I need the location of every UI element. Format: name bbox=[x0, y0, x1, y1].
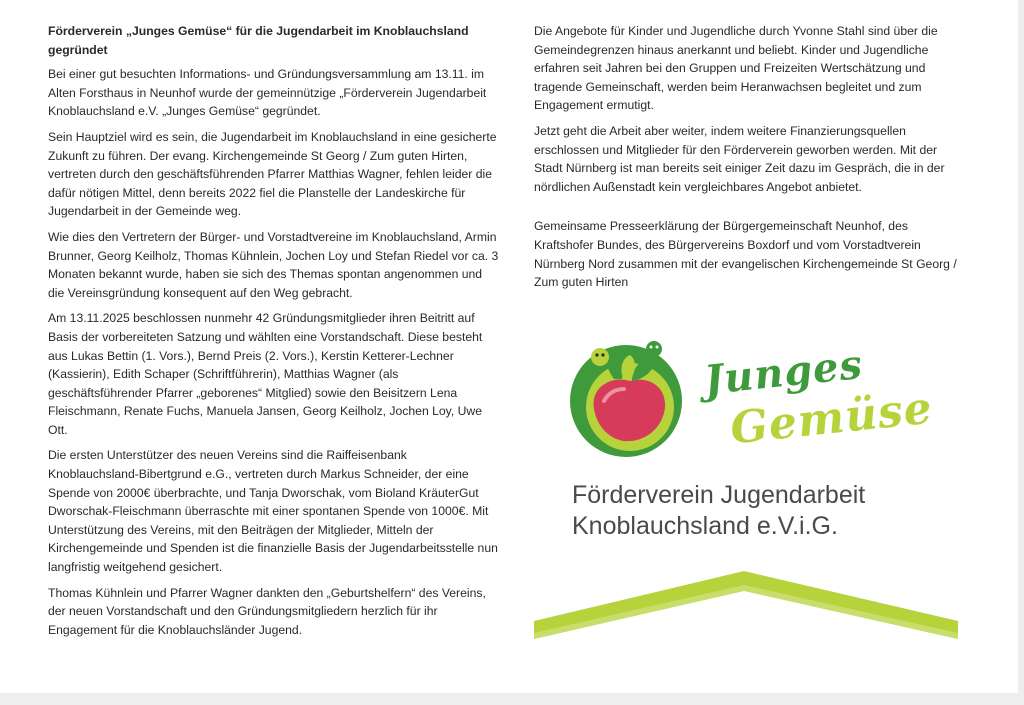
figure-eye bbox=[595, 353, 598, 356]
paragraph: Bei einer gut besuchten Informations- und Gründungsversammlung am 13.11. im Alten Forsthaus in Neunhof wurde der gemeinnützige „Förderverein Jugendarbeit Knoblauchsland e.V. „Junges Gemüse“ gegründet. bbox=[48, 67, 487, 119]
paragraph: Thomas Kühnlein und Pfarrer Wagner dankten den „Geburtshelfern“ des Vereins, der neuen Vorstandschaft und den Gründungsmitgliedern herzlich für ihr Engagement für die Knoblauchsländer Jugend. bbox=[48, 585, 486, 637]
paragraph: Sein Hauptziel wird es sein, die Jugendarbeit im Knoblauchsland in eine gesicherte Zukunft zu führen. Der evang. Kirchengemeinde St Georg / Zum guten Hirten, vertreten durch den geschäftsführenden Pfarrer Matthias Wagner, fehlen leider die dafür nötigen Mittel, denn bereits 2022 fiel die Planstelle der Landeskirche für Jugendarbeit in der Gemeinde weg. bbox=[48, 129, 497, 219]
figure-eye bbox=[656, 346, 659, 349]
paragraph: Jetzt geht die Arbeit aber weiter, indem weitere Finanzierungsquellen erschlossen und Mitglieder für den Förderverein geworben werden. Mit der Stadt Nürnberg ist man bereits seit einiger Zeit dazu im Gespräch, die in der nördlichen Außenstadt kein vergleichbares Angebot anbietet. bbox=[534, 123, 945, 194]
paragraph: Die ersten Unterstützer des neuen Vereins sind die Raiffeisenbank Knoblauchsland-Bibertgrund e.G., vertreten durch Markus Schneider, der eine Spende von 2000€ überbrachte, und Tanja Dworschak, vom Bioland KräuterGut Dworschak-Fleischmann überraschte mit einer spontanen Spende von 1000€. Mit Unterstützung des Vereins, mit den Beiträgen der Mitglieder, Mitteln der Kirchengemeinde und Spenden ist die finanzielle Basis der Jugendarbeitsstelle nun langfristig weitgehend gesichert. bbox=[48, 448, 498, 575]
figure-head-icon bbox=[591, 348, 609, 366]
logo-word-junges: Junges bbox=[701, 340, 866, 405]
figure-eye bbox=[601, 353, 604, 356]
logo-org-line-2: Knoblauchsland e.V.i.G. bbox=[572, 512, 838, 540]
organization-logo bbox=[534, 309, 958, 639]
figure-head-icon bbox=[646, 341, 662, 357]
logo-word-gemuese: Gemüse bbox=[727, 382, 936, 455]
logo-org-line-1: Förderverein Jugendarbeit bbox=[572, 481, 866, 509]
paragraph: Wie dies den Vertretern der Bürger- und Vorstadtvereine im Knoblauchsland, Armin Brunner, Georg Keilholz, Thomas Kühnlein, Jochen Loy und Stefan Riedel vor ca. 3 Monaten bekannt wurde, haben sie sich des Themas spontan angenommen und die Vereinsgründung konsequent auf den Weg gebracht. bbox=[48, 229, 499, 300]
spacer bbox=[534, 203, 968, 217]
article-title: Förderverein „Junges Gemüse“ für die Jugendarbeit im Knoblauchsland gegründet bbox=[48, 24, 469, 57]
figure-eye bbox=[650, 346, 653, 349]
right-column bbox=[534, 22, 968, 299]
paragraph: Am 13.11.2025 beschlossen nunmehr 42 Gründungsmitglieder ihren Beitritt auf Basis der vorbereiteten Satzung und wählten eine Vorstandschaft. Diese besteht aus Lukas Bettin (1. Vors.), Bernd Preis (2. Vors.), Kerstin Ketterer-Lechner (Kassierin), Edith Schaper (Schriftführerin), Matthias Wagner (als geschäftsführender Pfarrer „geborenes“ Mitglied) sowie den Beisitzern Lena Fleischmann, Renate Fuchs, Manuela Jansen, Georg Keilholz, Jochen Loy, Uwe Ott. bbox=[48, 311, 483, 437]
press-note: Gemeinsame Presseerklärung der Bürgergemeinschaft Neunhof, des Kraftshofer Bundes, des Bürgervereins Boxdorf und vom Vorstadtverein Nürnberg Nord zusammen mit der evangelischen Kirchengemeinde St Georg / Zum guten Hirten bbox=[534, 219, 957, 290]
left-column bbox=[48, 22, 500, 646]
paragraph: Die Angebote für Kinder und Jugendliche durch Yvonne Stahl sind über die Gemeindegrenzen hinaus anerkannt und beliebt. Kinder und Jugendliche erfahren seit Jahren bei den Gruppen und Freizeiten Wertschätzung und tragende Gemeinschaft, werden beim Heranwachsen begleitet und zum Engagement ermutigt. bbox=[534, 24, 938, 113]
